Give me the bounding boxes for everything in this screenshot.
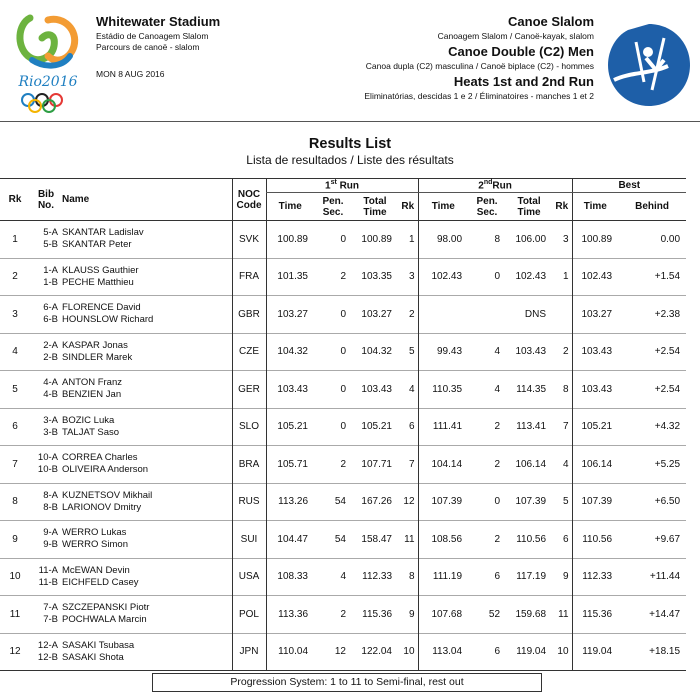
run1-num: 1 [325, 180, 331, 192]
cell-run2-total: 114.35 [516, 383, 547, 395]
cell-best-behind: +6.50 [654, 496, 681, 508]
results-title: Results List [308, 136, 392, 152]
table-row [0, 596, 686, 634]
run2-num: 2 [478, 180, 484, 192]
results-table [0, 178, 686, 671]
athlete-a: KLAUSS Gauthier [62, 264, 139, 276]
cell-names [62, 296, 232, 334]
cell-best-time: 112.33 [572, 558, 618, 596]
table-row [0, 221, 686, 259]
cell-noc: POL [232, 596, 266, 634]
venue-portuguese: Estádio de Canoagem Slalom [96, 31, 209, 41]
cell-run1-pen: 54 [334, 533, 346, 545]
cell-run1-total: 104.32 [361, 346, 392, 358]
cell-run1-rk: 9 [408, 608, 415, 620]
cell-run1-total: 115.36 [362, 608, 392, 620]
cell-run1-rk: 11 [404, 533, 415, 545]
cell-bib [30, 633, 62, 671]
cell-run1-rk: 12 [403, 496, 415, 508]
cell-run2-rk: 4 [562, 458, 569, 470]
col-run2-total: Total Time [517, 195, 541, 218]
athlete-b: LARIONOV Dmitry [62, 501, 142, 513]
athlete-a: BOZIC Luka [62, 414, 115, 426]
table-row [0, 408, 686, 446]
cell-rank: 12 [9, 646, 21, 658]
cell-bib [30, 558, 62, 596]
cell-best-behind: +2.54 [654, 383, 681, 395]
table-row [0, 258, 686, 296]
cell-bib [30, 408, 62, 446]
cell-rank: 10 [9, 571, 21, 583]
bib-a: 11-A [38, 564, 58, 576]
cell-names [62, 258, 232, 296]
cell-run1-time: 100.89 [266, 221, 314, 259]
cell-run1-time: 103.27 [266, 296, 314, 334]
col-run1-time: Time [266, 193, 314, 221]
cell-run1-time: 113.36 [266, 596, 314, 634]
col-run1-total: Total Time [363, 195, 387, 218]
cell-run2-rk: 1 [562, 271, 569, 283]
cell-run1-total: 112.33 [362, 571, 392, 583]
cell-bib [30, 521, 62, 559]
cell-run2-total: DNS [524, 308, 547, 320]
cell-run1-total: 100.89 [361, 233, 392, 245]
col-best-behind: Behind [635, 201, 669, 212]
col-group-run1 [266, 179, 418, 193]
cell-rank: 5 [12, 383, 18, 395]
cell-best-behind: +2.54 [654, 346, 681, 358]
cell-run2-time: 111.19 [418, 558, 468, 596]
cell-bib [30, 258, 62, 296]
cell-noc: RUS [232, 483, 266, 521]
cell-run1-pen: 0 [340, 308, 346, 320]
cell-names [62, 558, 232, 596]
cell-best-time: 115.36 [572, 596, 618, 634]
cell-names [62, 221, 232, 259]
header-divider [0, 121, 700, 122]
cell-rank: 4 [12, 346, 18, 358]
cell-run2-time: 110.35 [418, 371, 468, 409]
cell-run1-rk: 3 [408, 271, 415, 283]
table-row [0, 333, 686, 371]
cell-names [62, 633, 232, 671]
cell-run2-rk: 7 [562, 421, 569, 433]
cell-run2-total: 106.14 [515, 458, 547, 470]
cell-run1-time: 108.33 [266, 558, 314, 596]
col-name: Name [62, 194, 90, 205]
athlete-b: SASAKI Shota [62, 651, 124, 663]
cell-names [62, 446, 232, 484]
athlete-a: SZCZEPANSKI Piotr [62, 602, 150, 614]
col-best-time: Time [572, 193, 618, 221]
table-row [0, 633, 686, 671]
cell-run2-rk: 6 [562, 533, 569, 545]
cell-run1-time: 113.26 [266, 483, 314, 521]
cell-rank: 2 [12, 271, 18, 283]
athlete-b: OLIVEIRA Anderson [62, 464, 149, 476]
cell-run2-time: 107.39 [418, 483, 468, 521]
cell-rank: 11 [9, 608, 21, 620]
cell-run1-rk: 2 [408, 308, 415, 320]
bib-b: 12-B [37, 651, 58, 663]
rio2016-logo [8, 10, 88, 116]
cell-best-behind: +1.54 [654, 271, 681, 283]
bib-a: 1-A [43, 264, 58, 276]
col-run1-pen: Pen. Sec. [322, 195, 344, 218]
cell-run2-rk: 3 [562, 233, 569, 245]
bib-b: 1-B [43, 276, 58, 288]
cell-run1-time: 110.04 [266, 633, 314, 671]
bib-b: 4-B [43, 389, 58, 401]
cell-best-time: 106.14 [572, 446, 618, 484]
cell-run2-rk [552, 296, 572, 334]
athlete-a: SKANTAR Ladislav [62, 227, 144, 239]
cell-run1-pen: 0 [340, 346, 346, 358]
table-row [0, 371, 686, 409]
cell-rank: 1 [12, 233, 18, 245]
athlete-b: TALJAT Saso [62, 426, 120, 438]
cell-best-behind: +14.47 [649, 608, 681, 620]
bib-b: 9-B [43, 539, 58, 551]
cell-run1-total: 158.47 [361, 533, 392, 545]
cell-noc: JPN [232, 633, 266, 671]
olympic-rings-icon [22, 94, 62, 112]
progression-note: Progression System: 1 to 11 to Semi-final, rest out [152, 673, 542, 692]
cell-run2-pen: 0 [494, 496, 501, 508]
cell-noc: BRA [232, 446, 266, 484]
bib-b: 3-B [43, 426, 58, 438]
cell-names [62, 408, 232, 446]
bib-b: 10-B [37, 464, 58, 476]
cell-run1-time: 105.71 [266, 446, 314, 484]
cell-run2-rk: 2 [562, 346, 569, 358]
cell-run1-total: 103.35 [361, 271, 392, 283]
cell-noc: SUI [232, 521, 266, 559]
cell-run1-time: 105.21 [266, 408, 314, 446]
cell-noc: SLO [232, 408, 266, 446]
cell-noc: USA [232, 558, 266, 596]
cell-noc: CZE [232, 333, 266, 371]
cell-run1-rk: 7 [408, 458, 415, 470]
col-noc: NOC Code [232, 179, 266, 221]
cell-run1-total: 103.43 [361, 383, 392, 395]
athlete-b: EICHFELD Casey [62, 576, 139, 588]
cell-best-time: 100.89 [572, 221, 618, 259]
cell-run2-pen: 2 [494, 421, 501, 433]
athlete-b: SINDLER Marek [62, 351, 133, 363]
athlete-a: SASAKI Tsubasa [62, 639, 135, 651]
cell-rank: 8 [12, 496, 18, 508]
phase-subtitle: Eliminatórias, descidas 1 e 2 / Éliminatoires - manches 1 et 2 [364, 91, 594, 101]
cell-rank: 3 [12, 308, 18, 320]
bib-a: 4-A [43, 377, 58, 389]
athlete-a: CORREA Charles [62, 452, 138, 464]
cell-run2-time: 113.04 [418, 633, 468, 671]
athlete-a: KASPAR Jonas [62, 339, 128, 351]
cell-run2-total: 113.41 [516, 421, 547, 433]
athlete-a: KUZNETSOV Mikhail [62, 489, 153, 501]
cell-best-behind: +9.67 [654, 533, 681, 545]
athlete-b: PECHE Matthieu [62, 276, 134, 288]
table-row [0, 483, 686, 521]
cell-bib [30, 296, 62, 334]
bib-b: 5-B [43, 239, 58, 251]
venue-block [96, 14, 220, 79]
bib-b: 8-B [43, 501, 58, 513]
cell-best-behind: +18.15 [649, 646, 681, 658]
cell-best-time: 105.21 [572, 408, 618, 446]
cell-run2-pen: 2 [494, 458, 501, 470]
cell-bib [30, 371, 62, 409]
cell-bib [30, 483, 62, 521]
cell-run2-time: 107.68 [418, 596, 468, 634]
bib-a: 8-A [43, 489, 58, 501]
sport-subtitle: Canoagem Slalom / Canoë-kayak, slalom [437, 31, 594, 41]
cell-run1-rk: 6 [408, 421, 415, 433]
cell-names [62, 333, 232, 371]
cell-run1-time: 104.47 [266, 521, 314, 559]
col-run2-time: Time [418, 193, 468, 221]
cell-run2-time: 108.56 [418, 521, 468, 559]
col-group-best: Best [572, 179, 686, 193]
venue-title: Whitewater Stadium [96, 14, 221, 29]
cell-run1-pen: 2 [340, 458, 346, 470]
table-row [0, 446, 686, 484]
cell-run2-total: 159.68 [515, 608, 547, 620]
cell-run2-rk: 9 [562, 571, 569, 583]
cell-run2-pen: 4 [494, 346, 501, 358]
cell-run1-total: 105.21 [361, 421, 392, 433]
cell-noc: FRA [232, 258, 266, 296]
cell-run2-total: 110.56 [516, 533, 547, 545]
cell-best-time: 102.43 [572, 258, 618, 296]
cell-best-behind: 0.00 [660, 233, 681, 245]
athlete-b: POCHWALA Marcin [62, 614, 147, 626]
cell-run2-total: 107.39 [515, 496, 547, 508]
report-header [0, 0, 700, 118]
run2-sup: nd [483, 179, 493, 187]
run2-word: Run [492, 180, 512, 192]
col-run2-rk: Rk [555, 201, 569, 212]
cell-rank: 7 [12, 458, 18, 470]
cell-run1-pen: 0 [340, 383, 346, 395]
cell-run2-pen: 2 [494, 533, 501, 545]
cell-best-time: 119.04 [572, 633, 618, 671]
athlete-b: HOUNSLOW Richard [62, 314, 154, 326]
bib-a: 7-A [43, 602, 58, 614]
cell-run2-rk: 10 [557, 646, 569, 658]
cell-run1-pen: 4 [340, 571, 346, 583]
athlete-a: FLORENCE David [62, 302, 141, 314]
col-run1-rk: Rk [401, 201, 415, 212]
cell-bib [30, 221, 62, 259]
cell-run2-pen: 0 [494, 271, 501, 283]
athlete-b: BENZIEN Jan [62, 389, 122, 401]
cell-best-behind: +11.44 [649, 571, 681, 583]
cell-run2-pen: 52 [488, 608, 501, 620]
cell-best-time: 103.43 [572, 333, 618, 371]
cell-run2-time: 102.43 [418, 258, 468, 296]
cell-best-time: 107.39 [572, 483, 618, 521]
rio2016-wordmark: Rio2016 [18, 74, 78, 90]
cell-run1-total: 103.27 [361, 308, 392, 320]
cell-run1-pen: 2 [340, 271, 346, 283]
cell-bib [30, 333, 62, 371]
cell-run2-total: 117.19 [516, 571, 547, 583]
athlete-a: ANTON Franz [62, 377, 123, 389]
cell-names [62, 371, 232, 409]
cell-run1-total: 122.04 [361, 646, 392, 658]
table-row [0, 296, 686, 334]
cell-noc: SVK [232, 221, 266, 259]
cell-run2-time: 99.43 [418, 333, 468, 371]
cell-run2-pen: 4 [494, 383, 501, 395]
cell-run1-time: 104.32 [266, 333, 314, 371]
cell-rank: 9 [12, 533, 18, 545]
cell-run2-total: 119.04 [516, 646, 547, 658]
cell-run1-rk: 1 [408, 233, 415, 245]
cell-run2-time: 98.00 [418, 221, 468, 259]
cell-run2-time: 111.41 [418, 408, 468, 446]
cell-best-behind: +5.25 [654, 458, 681, 470]
cell-bib [30, 446, 62, 484]
cell-names [62, 596, 232, 634]
cell-best-time: 103.27 [572, 296, 618, 334]
canoe-slalom-pictogram-icon [606, 22, 692, 108]
run1-word: Run [339, 180, 360, 192]
cell-run1-pen: 2 [340, 608, 346, 620]
bib-a: 3-A [43, 414, 58, 426]
athlete-b: WERRO Simon [62, 539, 128, 551]
rio-emblem-icon [20, 18, 75, 66]
results-subtitle: Lista de resultados / Liste des résultats [246, 153, 454, 167]
bib-a: 9-A [43, 527, 58, 539]
cell-run2-total: 106.00 [515, 233, 547, 245]
cell-run1-pen: 0 [340, 421, 346, 433]
athlete-a: WERRO Lukas [62, 527, 127, 539]
bib-b: 6-B [43, 314, 58, 326]
cell-run2-rk: 5 [562, 496, 569, 508]
run1-sup: st [330, 179, 337, 187]
cell-run2-time [418, 296, 468, 334]
cell-noc: GER [232, 371, 266, 409]
cell-run2-pen: 6 [494, 646, 501, 658]
cell-run1-total: 167.26 [361, 496, 392, 508]
cell-run2-rk: 8 [562, 383, 569, 395]
cell-bib [30, 596, 62, 634]
cell-run1-pen: 12 [334, 646, 346, 658]
cell-names [62, 521, 232, 559]
table-row [0, 558, 686, 596]
cell-run2-total: 103.43 [515, 346, 547, 358]
bib-a: 2-A [43, 339, 58, 351]
phase-title: Heats 1st and 2nd Run [453, 74, 594, 89]
col-run2-pen: Pen. Sec. [476, 195, 498, 218]
bib-b: 2-B [43, 351, 58, 363]
col-rank: Rk [8, 194, 22, 205]
cell-run1-rk: 5 [408, 346, 415, 358]
cell-run2-total: 102.43 [515, 271, 547, 283]
cell-run2-pen [468, 296, 506, 334]
cell-run1-total: 107.71 [361, 458, 392, 470]
cell-best-time: 103.43 [572, 371, 618, 409]
col-bib: Bib No. [37, 188, 55, 211]
cell-rank: 6 [12, 421, 18, 433]
sport-title: Canoe Slalom [508, 14, 594, 29]
event-block [364, 14, 594, 101]
event-title: Canoe Double (C2) Men [448, 44, 594, 59]
cell-run2-pen: 8 [494, 233, 501, 245]
cell-names [62, 483, 232, 521]
bib-b: 7-B [43, 614, 58, 626]
table-row [0, 521, 686, 559]
cell-run1-pen: 0 [340, 233, 346, 245]
bib-b: 11-B [38, 576, 58, 588]
cell-best-behind: +2.38 [654, 308, 681, 320]
venue-french: Parcours de canoë - slalom [96, 42, 200, 52]
bib-a: 5-A [43, 227, 58, 239]
cell-run1-rk: 4 [408, 383, 415, 395]
bib-a: 12-A [37, 639, 58, 651]
athlete-a: McEWAN Devin [62, 564, 130, 576]
cell-run2-pen: 6 [494, 571, 501, 583]
cell-run1-time: 103.43 [266, 371, 314, 409]
cell-best-time: 110.56 [572, 521, 618, 559]
event-date: MON 8 AUG 2016 [96, 69, 165, 79]
cell-run1-rk: 8 [408, 571, 415, 583]
cell-run1-pen: 54 [334, 496, 346, 508]
cell-run1-time: 101.35 [266, 258, 314, 296]
cell-noc: GBR [232, 296, 266, 334]
bib-a: 6-A [43, 302, 58, 314]
bib-a: 10-A [37, 452, 58, 464]
cell-run1-rk: 10 [403, 646, 415, 658]
event-subtitle: Canoa dupla (C2) masculina / Canoë biplace (C2) - hommes [365, 61, 594, 71]
cell-run2-time: 104.14 [418, 446, 468, 484]
col-group-run2 [418, 179, 572, 193]
athlete-b: SKANTAR Peter [62, 239, 132, 251]
cell-best-behind: +4.32 [654, 421, 681, 433]
cell-run2-rk: 11 [558, 608, 569, 620]
